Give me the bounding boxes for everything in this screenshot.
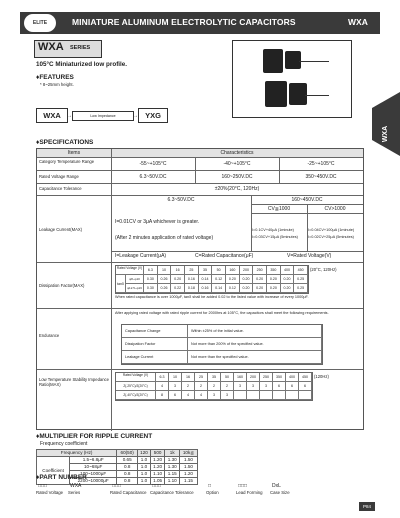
product-photo — [232, 40, 352, 118]
ripple-value: 1.0 — [138, 471, 151, 478]
df-value-cell: 0.14 — [199, 275, 213, 284]
table-row — [37, 457, 198, 464]
df-value-cell: 0.20 — [281, 284, 295, 293]
lt-voltage-cell: 35 — [208, 373, 221, 382]
df-voltage-cell: 10 — [158, 266, 172, 275]
df-voltage-cell: 35 — [199, 266, 213, 275]
lt-voltage-cell: 50 — [221, 373, 234, 382]
df-voltage-cell: 350 — [267, 266, 281, 275]
df-voltage-cell: 250 — [253, 266, 267, 275]
specifications-table — [36, 148, 364, 430]
row-label-rated-voltage: Rated Voltage Range — [39, 174, 79, 179]
dissipation-condition: (20°C, 120Hz) — [310, 267, 337, 272]
ripple-value: 1.10 — [150, 471, 165, 478]
leakage-cv-le: CV≦1000 — [267, 206, 291, 212]
endurance-item: Dissipation Factor — [122, 338, 188, 351]
df-voltage-cell: 25 — [185, 266, 199, 275]
ripple-coefficient-label: Coefficient — [37, 457, 70, 485]
df-value-cell: 0.30 — [144, 275, 158, 284]
endurance-grid — [121, 324, 323, 365]
leakage-col1: 6.3~50V.DC — [167, 197, 195, 203]
leakage-m2-line2: I=0.02CV+25μA (5minutes) — [308, 235, 354, 239]
ripple-value: 1.20 — [150, 457, 165, 464]
ripple-frequency: 10k≦ — [180, 450, 198, 457]
leakage-legend-c: C=Rated Capacitance(μF) — [195, 253, 254, 259]
part-number-label: Rated Voltage — [36, 490, 63, 495]
lt-value-cell — [234, 391, 247, 400]
ripple-range: 1.5~6.8μF — [70, 457, 117, 464]
leakage-cv-gt: CV>1000 — [324, 206, 346, 212]
capacitor-image — [285, 51, 301, 69]
df-voltage-cell: 200 — [240, 266, 254, 275]
lt-value-cell: 3 — [208, 391, 221, 400]
lt-value-cell: 6 — [286, 382, 299, 391]
part-number-label: Series — [68, 490, 81, 495]
series-code-header: WXA — [348, 17, 368, 27]
part-number-code: □□□ — [38, 483, 48, 489]
part-number-code: □ — [208, 483, 212, 489]
lt-value-cell — [247, 391, 260, 400]
df-value-cell: 0.20 — [226, 275, 240, 284]
df-value-cell: 0.20 — [267, 284, 281, 293]
leakage-m2-line1: I=0.04CV+100μA (1minute) — [308, 228, 355, 232]
leakage-m1-line1: I=0.1CV+40μA (1minute) — [252, 228, 294, 232]
df-size-cell: φ8~φ10 — [126, 275, 144, 284]
row-label-leakage-current: Leakage Current(MAX) — [39, 227, 83, 232]
part-number-code: □□□ — [152, 483, 162, 489]
leakage-left-line1: I=0.01CV or 3μA whichever is greater. — [115, 219, 200, 225]
flow-to: YXG — [138, 108, 168, 123]
df-size-cell: φ12.5~φ16 — [126, 284, 144, 293]
ripple-value: 0.8 — [117, 471, 138, 478]
row-label-endurance: Endurance — [39, 333, 60, 338]
endurance-item: Leakage Current — [122, 351, 188, 364]
ripple-frequency: 1k — [165, 450, 180, 457]
part-number-code: DxL — [272, 483, 281, 489]
lt-voltage-cell: 350 — [273, 373, 286, 382]
row-label-low-temperature: Low Temperature Stability Impedance Ratio(MAX) — [39, 377, 109, 387]
ripple-frequency: 500 — [150, 450, 165, 457]
rated-voltage-v3: 350~450V.DC — [305, 174, 337, 180]
col-header-items: Items — [67, 150, 81, 156]
df-value-cell: 0.20 — [267, 275, 281, 284]
row-label-dissipation-factor: Dissipation Factor(MAX) — [39, 283, 85, 288]
endurance-value: Within ±25% of the initial value. — [188, 325, 322, 338]
lt-voltage-cell: 450 — [299, 373, 312, 382]
page-number: P84 — [359, 502, 375, 511]
flow-arrow: → — [133, 113, 138, 119]
ripple-frequency: 120 — [138, 450, 151, 457]
df-value-cell: 0.22 — [171, 284, 185, 293]
df-value-cell: 0.12 — [226, 284, 240, 293]
ripple-range: 10~68μF — [70, 464, 117, 471]
leakage-legend-v: V=Rated Voltage(V) — [287, 253, 332, 259]
brand-logo: ELITE — [24, 14, 56, 32]
leakage-left-line2: (After 2 minutes application of rated voltage) — [115, 235, 214, 241]
ripple-value: 1.20 — [150, 464, 165, 471]
ripple-value: 1.0 — [138, 478, 151, 485]
df-value-cell: 0.16 — [199, 284, 213, 293]
low-temp-grid — [115, 372, 313, 401]
ripple-value: 1.30 — [165, 457, 180, 464]
dissipation-note: When rated capacitance is over 1000μF, tanδ shall be added 0.02 to the listed value with increase of every 1000μF. — [115, 295, 309, 299]
series-code: WXA — [38, 41, 64, 53]
endurance-item: Capacitance Change — [122, 325, 188, 338]
table-row — [37, 450, 198, 457]
leakage-legend-i: I=Leakage Current(μA) — [115, 253, 167, 259]
lt-value-cell: 3 — [234, 382, 247, 391]
side-tab-label: WXA — [382, 125, 389, 143]
df-value-cell: 0.16 — [185, 275, 199, 284]
capacitance-tolerance-value: ±20%(20°C, 120Hz) — [214, 186, 260, 192]
dissipation-grid — [115, 265, 309, 294]
df-value-cell: 0.14 — [212, 284, 226, 293]
endurance-intro: After applying rated voltage with rated ripple current for 2000hrs at 105°C, the capacitors shall meet the following requirements. — [115, 311, 329, 315]
page-title: MINIATURE ALUMINUM ELECTROLYTIC CAPACITORS — [72, 17, 296, 27]
category-temp-v3: -25~+105°C — [307, 161, 335, 167]
lt-value-cell — [299, 391, 312, 400]
row-label-capacitance-tolerance: Capacitance Tolerance — [39, 186, 82, 191]
rated-voltage-v1: 6.3~50V.DC — [139, 174, 167, 180]
lt-value-cell: 3 — [221, 391, 234, 400]
lt-voltage-cell: 16 — [182, 373, 195, 382]
lt-value-cell: 4 — [195, 391, 208, 400]
ripple-subheading: Frequency coefficient — [40, 441, 88, 447]
df-value-cell: 0.20 — [281, 275, 295, 284]
df-value-cell: 0.20 — [171, 275, 185, 284]
lt-value-cell: 3 — [260, 382, 273, 391]
ripple-value: 1.0 — [138, 464, 151, 471]
lt-value-cell: 4 — [156, 382, 169, 391]
df-tan-label: tanδ — [116, 275, 126, 293]
ripple-range: 100~1000μF — [70, 471, 117, 478]
df-voltage-cell: 400 — [281, 266, 295, 275]
lt-voltage-cell: 10 — [169, 373, 182, 382]
lt-value-cell: 3 — [169, 382, 182, 391]
lt-value-cell — [273, 391, 286, 400]
lt-value-cell: 3 — [247, 382, 260, 391]
df-value-cell: 0.20 — [240, 275, 254, 284]
lt-value-cell: 2 — [221, 382, 234, 391]
ripple-freq-label: Frequency (Hz) — [37, 450, 117, 457]
lt-value-cell — [286, 391, 299, 400]
lt-row-label: Z(-40°C)/Z(20°C) — [116, 391, 156, 400]
ripple-value: 0.65 — [117, 457, 138, 464]
endurance-value: Not more than the specified value. — [188, 351, 322, 364]
lt-voltage-cell: 250 — [260, 373, 273, 382]
part-number-label: Lead Forming — [236, 490, 263, 495]
lt-value-cell: 6 — [299, 382, 312, 391]
lt-voltage-cell: 400 — [286, 373, 299, 382]
lt-value-cell: 6 — [273, 382, 286, 391]
lt-value-cell: 2 — [208, 382, 221, 391]
lt-voltage-cell: 200 — [247, 373, 260, 382]
df-value-cell: 0.20 — [240, 284, 254, 293]
part-number-label: Option — [206, 490, 219, 495]
specifications-heading: ♦SPECIFICATIONS — [36, 139, 94, 146]
endurance-value: Not more than 200% of the specified value. — [188, 338, 322, 351]
lt-header-cell: Rated Voltage (V) — [116, 373, 156, 382]
flow-from: WXA — [36, 108, 68, 123]
part-number-heading: ♦PART NUMBER — [36, 474, 87, 481]
lt-value-cell — [260, 391, 273, 400]
category-temp-v1: -55~+105°C — [139, 161, 167, 167]
df-voltage-cell: 160 — [226, 266, 240, 275]
lt-voltage-cell: 6.3 — [156, 373, 169, 382]
df-value-cell: 0.20 — [253, 284, 267, 293]
part-number-label: Capacitance Tolerance — [150, 490, 194, 495]
rated-voltage-v2: 160~250V.DC — [221, 174, 253, 180]
df-value-cell: 0.25 — [294, 275, 308, 284]
row-label-category-temperature: Category Temperature Range — [39, 159, 95, 164]
ripple-frequency: 60(50) — [117, 450, 138, 457]
df-value-cell: 0.26 — [158, 275, 172, 284]
feature-item: * 8~25mm height. — [40, 82, 74, 87]
lt-value-cell: 6 — [169, 391, 182, 400]
capacitor-image — [263, 49, 283, 73]
ripple-value: 1.10 — [165, 478, 180, 485]
ripple-value: 0.8 — [117, 464, 138, 471]
capacitor-image — [289, 83, 307, 105]
ripple-value: 0.8 — [117, 478, 138, 485]
leakage-col2: 160~450V.DC — [291, 197, 323, 203]
df-voltage-cell: 50 — [212, 266, 226, 275]
ripple-value: 1.15 — [165, 471, 180, 478]
ripple-value: 1.50 — [180, 464, 198, 471]
df-voltage-cell: 450 — [294, 266, 308, 275]
flow-arrow: → — [67, 113, 72, 119]
ripple-range: 2200~10000μF — [70, 478, 117, 485]
ripple-value: 1.0 — [138, 457, 151, 464]
leakage-m1-line2: I=0.03CV+15μA (5minutes) — [252, 235, 298, 239]
lt-value-cell: 2 — [182, 382, 195, 391]
lt-row-label: Z(-25°C)/Z(20°C) — [116, 382, 156, 391]
part-number-code: WXA — [70, 483, 82, 489]
df-voltage-cell: 16 — [171, 266, 185, 275]
df-value-cell: 0.30 — [144, 284, 158, 293]
lt-value-cell: 2 — [195, 382, 208, 391]
features-heading: ♦FEATURES — [36, 74, 74, 81]
df-header-cell: Rated Voltage (V) — [116, 266, 144, 275]
tagline: 105°C Miniaturized low profile. — [36, 61, 128, 68]
lt-voltage-cell: 160 — [234, 373, 247, 382]
df-value-cell: 0.26 — [158, 284, 172, 293]
df-value-cell: 0.20 — [253, 275, 267, 284]
ripple-value: 1.15 — [180, 478, 198, 485]
ripple-value: 1.30 — [165, 464, 180, 471]
df-value-cell: 0.25 — [294, 284, 308, 293]
ripple-value: 1.05 — [150, 478, 165, 485]
ripple-heading: ♦MULTIPLIER FOR RIPPLE CURRENT — [36, 433, 153, 440]
col-header-characteristics: Characteristics — [220, 150, 254, 156]
df-value-cell: 0.12 — [212, 275, 226, 284]
category-temp-v2: -40~+105°C — [223, 161, 251, 167]
lt-value-cell: 8 — [156, 391, 169, 400]
ripple-value: 1.50 — [180, 457, 198, 464]
low-temp-frequency: (120Hz) — [314, 374, 329, 379]
lt-value-cell: 4 — [182, 391, 195, 400]
flow-middle: Low Impedance — [72, 111, 134, 121]
capacitor-image — [265, 81, 287, 107]
df-voltage-cell: 6.3 — [144, 266, 158, 275]
series-word: SERIES — [70, 45, 91, 51]
part-number-label: Case Size — [270, 490, 290, 495]
ripple-value: 1.20 — [180, 471, 198, 478]
part-number-code: □□□ — [112, 483, 122, 489]
lt-voltage-cell: 25 — [195, 373, 208, 382]
part-number-label: Rated Capacitance — [110, 490, 147, 495]
part-number-code: □□□ — [238, 483, 248, 489]
df-value-cell: 0.18 — [185, 284, 199, 293]
